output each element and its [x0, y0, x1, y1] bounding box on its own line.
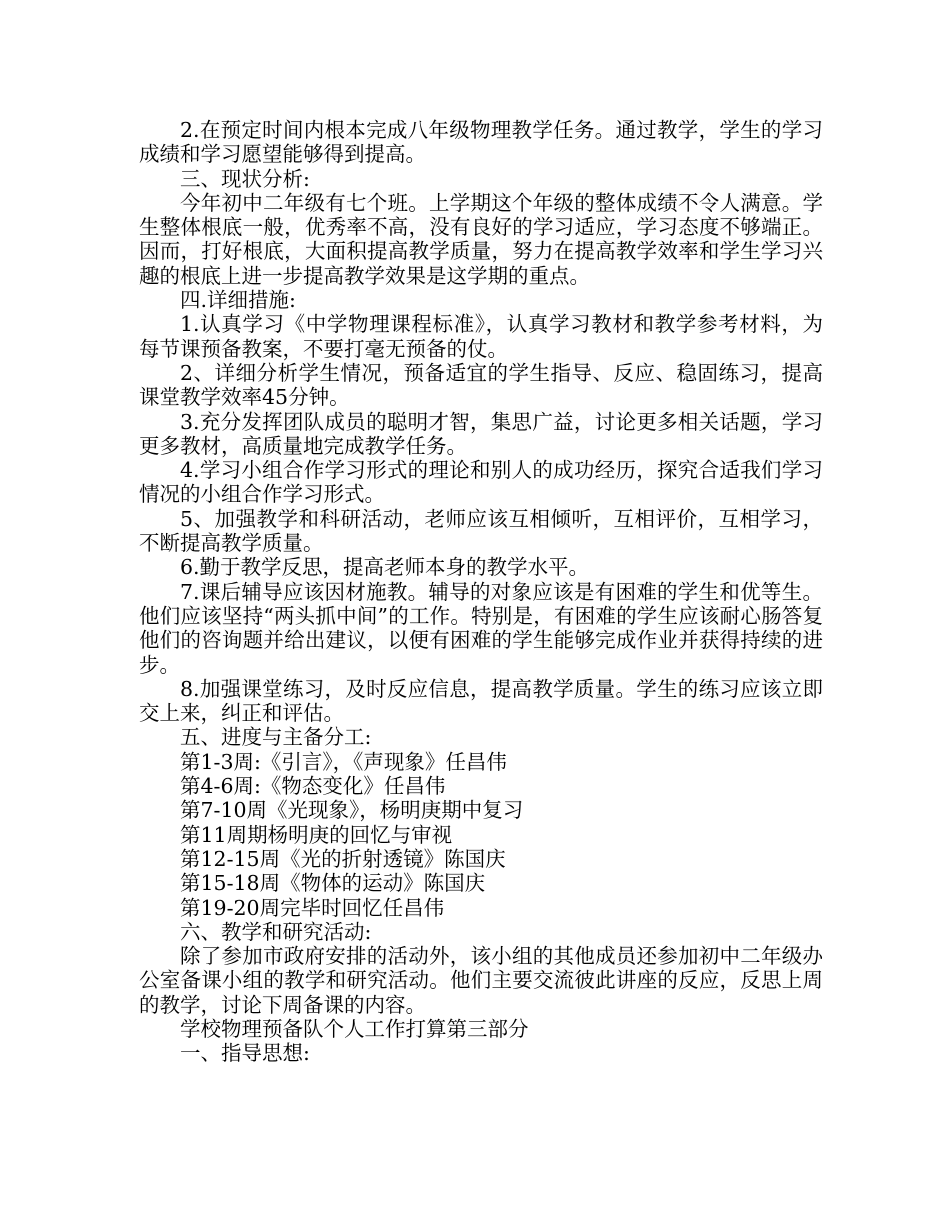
section-title-part-three: 学校物理预备队个人工作打算第三部分: [180, 1016, 529, 1041]
schedule-item: 第15-18周《物体的运动》陈国庆: [180, 871, 486, 896]
paragraph-measure-7: 7.课后辅导应该因材施教。辅导的对象应该是有困难的学生和优等生。他们应该坚持“两头抓中间”的工作。特别是，有困难的学生应该耐心肠答复他们的咨询题并给出建议，以便有困难的学生能够完成作业并获得持续的进步。: [139, 579, 823, 677]
paragraph-research: 除了参加市政府安排的活动外，该小组的其他成员还参加初中二年级办公室备课小组的教学和研究活动。他们主要交流彼此讲座的反应，反思上周的教学，讨论下周备课的内容。: [139, 944, 823, 1017]
schedule-item: 第19-20周完毕时回忆任昌伟: [180, 895, 445, 920]
schedule-item: 第11周期杨明庚的回忆与审视: [180, 822, 453, 847]
heading-research: 六、教学和研究活动:: [180, 919, 372, 944]
heading-schedule: 五、进度与主备分工:: [180, 725, 372, 750]
paragraph-measure-4: 4.学习小组合作学习形式的理论和别人的成功经历，探究合适我们学习情况的小组合作学习形式。: [139, 458, 823, 507]
paragraph-status: 今年初中二年级有七个班。上学期这个年级的整体成绩不令人满意。学生整体根底一般，优秀率不高，没有良好的学习适应，学习态度不够端正。因而，打好根底，大面积提高教学质量，努力在提高教学效率和学生学习兴趣的根底上进一步提高教学效果是这学期的重点。: [139, 190, 823, 288]
heading-status-analysis: 三、现状分析:: [180, 166, 310, 191]
paragraph-measure-6: 6.勤于教学反思，提高老师本身的教学水平。: [180, 555, 590, 580]
document-body: [139, 118, 823, 1066]
paragraph-goal-2: 2.在预定时间内根本完成八年级物理教学任务。通过教学，学生的学习成绩和学习愿望能够得到提高。: [139, 118, 823, 167]
schedule-item: 第7-10周《光现象》，杨明庚期中复习: [180, 798, 524, 823]
paragraph-measure-8: 8.加强课堂练习，及时反应信息，提高教学质量。学生的练习应该立即交上来，纠正和评估。: [139, 676, 823, 726]
paragraph-measure-3: 3.充分发挥团队成员的聪明才智，集思广益，讨论更多相关话题，学习更多教材，高质量地完成教学任务。: [139, 409, 823, 458]
heading-measures: 四.详细措施:: [180, 288, 296, 313]
schedule-item: 第4-6周:《物态变化》任昌伟: [180, 774, 446, 799]
paragraph-measure-1: 1.认真学习《中学物理课程标准》，认真学习教材和教学参考材料，为每节课预备教案，不要打毫无预备的仗。: [139, 312, 823, 361]
schedule-item: 第1-3周:《引言》，《声现象》任昌伟: [180, 749, 507, 774]
paragraph-measure-5: 5、加强教学和科研活动，老师应该互相倾听，互相评价，互相学习，不断提高教学质量。: [139, 506, 823, 556]
paragraph-measure-2: 2、详细分析学生情况，预备适宜的学生指导、反应、稳固练习，提高课堂教学效率45分钟。: [139, 360, 823, 410]
schedule-item: 第12-15周《光的折射透镜》陈国庆: [180, 846, 506, 871]
heading-guiding-thought: 一、指导思想:: [180, 1041, 310, 1066]
